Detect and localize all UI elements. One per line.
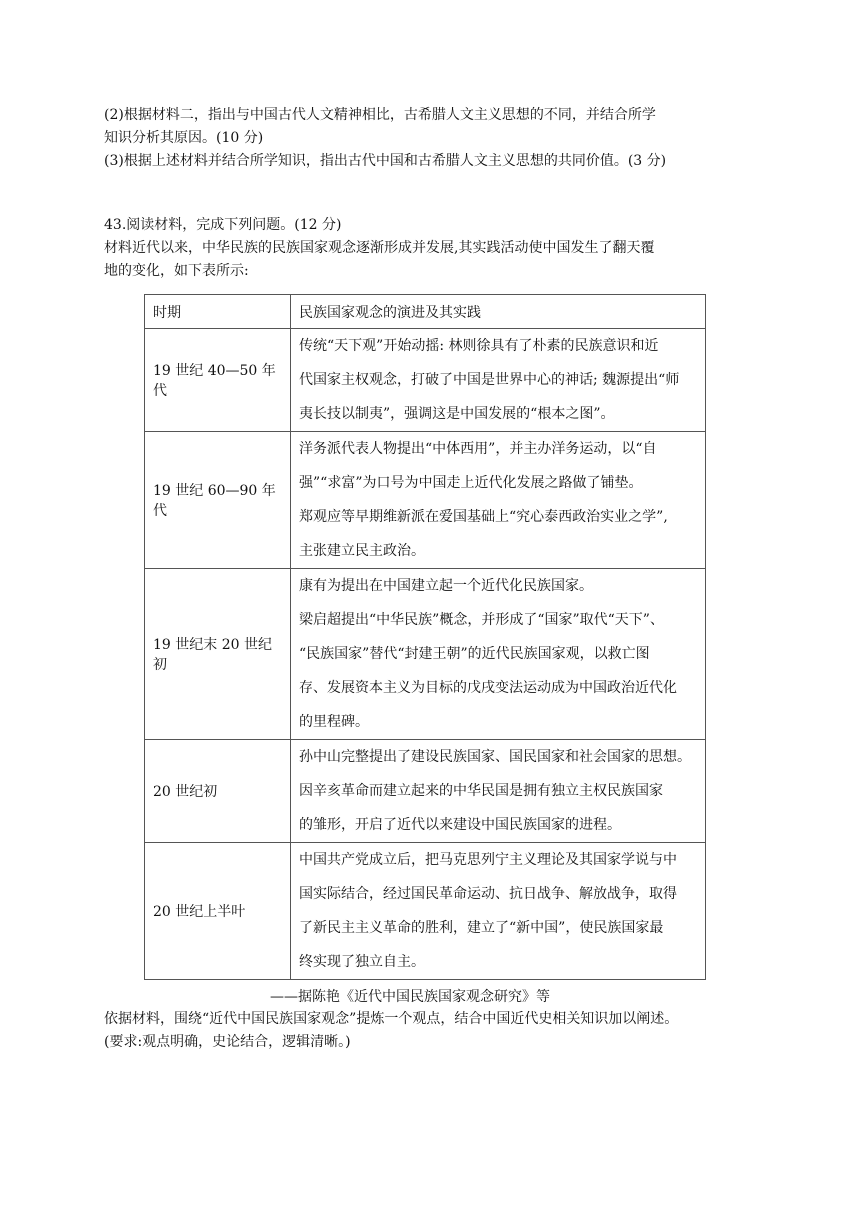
row-content — [291, 843, 706, 980]
question-3 — [104, 150, 744, 173]
requirement-line-2: (要求:观点明确，史论结合，逻辑清晰。) — [104, 1034, 351, 1050]
row-period: 20 世纪上半叶 — [145, 843, 291, 980]
table-row — [145, 329, 706, 432]
material-intro-line-1: 材料近代以来，中华民族的民族国家观念逐渐形成并发展,其实践活动使中国发生了翻天覆 — [104, 240, 655, 256]
row-content-line: 康有为提出在中国建立起一个近代化民族国家。 — [299, 578, 593, 594]
row-content-line: 中国共产党成立后，把马克思列宁主义理论及其国家学说与中 — [299, 852, 677, 868]
row-content-line: 强”“求富”为口号为中国走上近代化发展之路做了铺垫。 — [299, 475, 643, 491]
question-2-line-1: (2)根据材料二，指出与中国古代人文精神相比，古希腊人文主义思想的不同，并结合所学 — [104, 107, 656, 123]
row-content-line: 了新民主主义革命的胜利，建立了“新中国”，使民族国家最 — [299, 920, 664, 936]
table-header-content: 民族国家观念的演进及其实践 — [291, 295, 706, 329]
row-content-line: 郑观应等早期维新派在爱国基础上“究心泰西政治实业之学”, — [299, 509, 668, 525]
row-content-line: 国实际结合，经过国民革命运动、抗日战争、解放战争，取得 — [299, 886, 677, 902]
question-2 — [104, 104, 744, 150]
row-content-line: 终实现了独立自主。 — [299, 954, 425, 970]
row-content — [291, 329, 706, 432]
row-content-line: 夷长技以制夷”，强调这是中国发展的“根本之图”。 — [299, 406, 615, 422]
row-content-line: 孙中山完整提出了建设民族国家、国民国家和社会国家的思想。 — [299, 749, 691, 765]
table-row — [145, 569, 706, 740]
question-43-requirement — [104, 1008, 744, 1054]
table-header-period: 时期 — [145, 295, 291, 329]
table-row — [145, 740, 706, 843]
row-content — [291, 432, 706, 569]
question-2-line-2: 知识分析其原因。(10 分) — [104, 130, 264, 146]
row-period: 19 世纪末 20 世纪初 — [145, 569, 291, 740]
row-content-line: 的雏形，开启了近代以来建设中国民族国家的进程。 — [299, 817, 621, 833]
table-row — [145, 432, 706, 569]
row-content-line: “民族国家”替代“封建王朝”的近代民族国家观，以救亡图 — [299, 646, 650, 662]
row-period: 20 世纪初 — [145, 740, 291, 843]
row-content-line: 传统“天下观”开始动摇: 林则徐具有了朴素的民族意识和近 — [299, 338, 659, 354]
row-content-line: 存、发展资本主义为目标的戊戌变法运动成为中国政治近代化 — [299, 680, 677, 696]
table-header-row — [145, 295, 706, 329]
source-citation: ——据陈艳《近代中国民族国家观念研究》等 — [270, 989, 550, 1005]
row-period: 19 世纪 40—50 年代 — [145, 329, 291, 432]
material-intro-line-2: 地的变化，如下表所示: — [104, 263, 249, 279]
row-content — [291, 569, 706, 740]
row-content — [291, 740, 706, 843]
question-43-title: 43.阅读材料，完成下列问题。(12 分) — [104, 217, 342, 233]
row-content-line: 因辛亥革命而建立起来的中华民国是拥有独立主权民族国家 — [299, 783, 663, 799]
requirement-line-1: 依据材料，围绕“近代中国民族国家观念”提炼一个观点，结合中国近代史相关知识加以阐述。 — [104, 1011, 679, 1027]
row-content-line: 的里程碑。 — [299, 714, 369, 730]
row-content-line: 主张建立民主政治。 — [299, 543, 425, 559]
row-period: 19 世纪 60—90 年代 — [145, 432, 291, 569]
question-43-header — [104, 214, 744, 283]
table-row — [145, 843, 706, 980]
row-content-line: 梁启超提出“中华民族”概念，并形成了“国家”取代“天下”、 — [299, 612, 664, 628]
row-content-line: 洋务派代表人物提出“中体西用”，并主办洋务运动，以“自 — [299, 441, 657, 457]
question-3-line: (3)根据上述材料并结合所学知识，指出古代中国和古希腊人文主义思想的共同价值。(3 分) — [104, 153, 667, 169]
material-table — [144, 294, 706, 980]
row-content-line: 代国家主权观念，打破了中国是世界中心的神话; 魏源提出“师 — [299, 372, 680, 388]
